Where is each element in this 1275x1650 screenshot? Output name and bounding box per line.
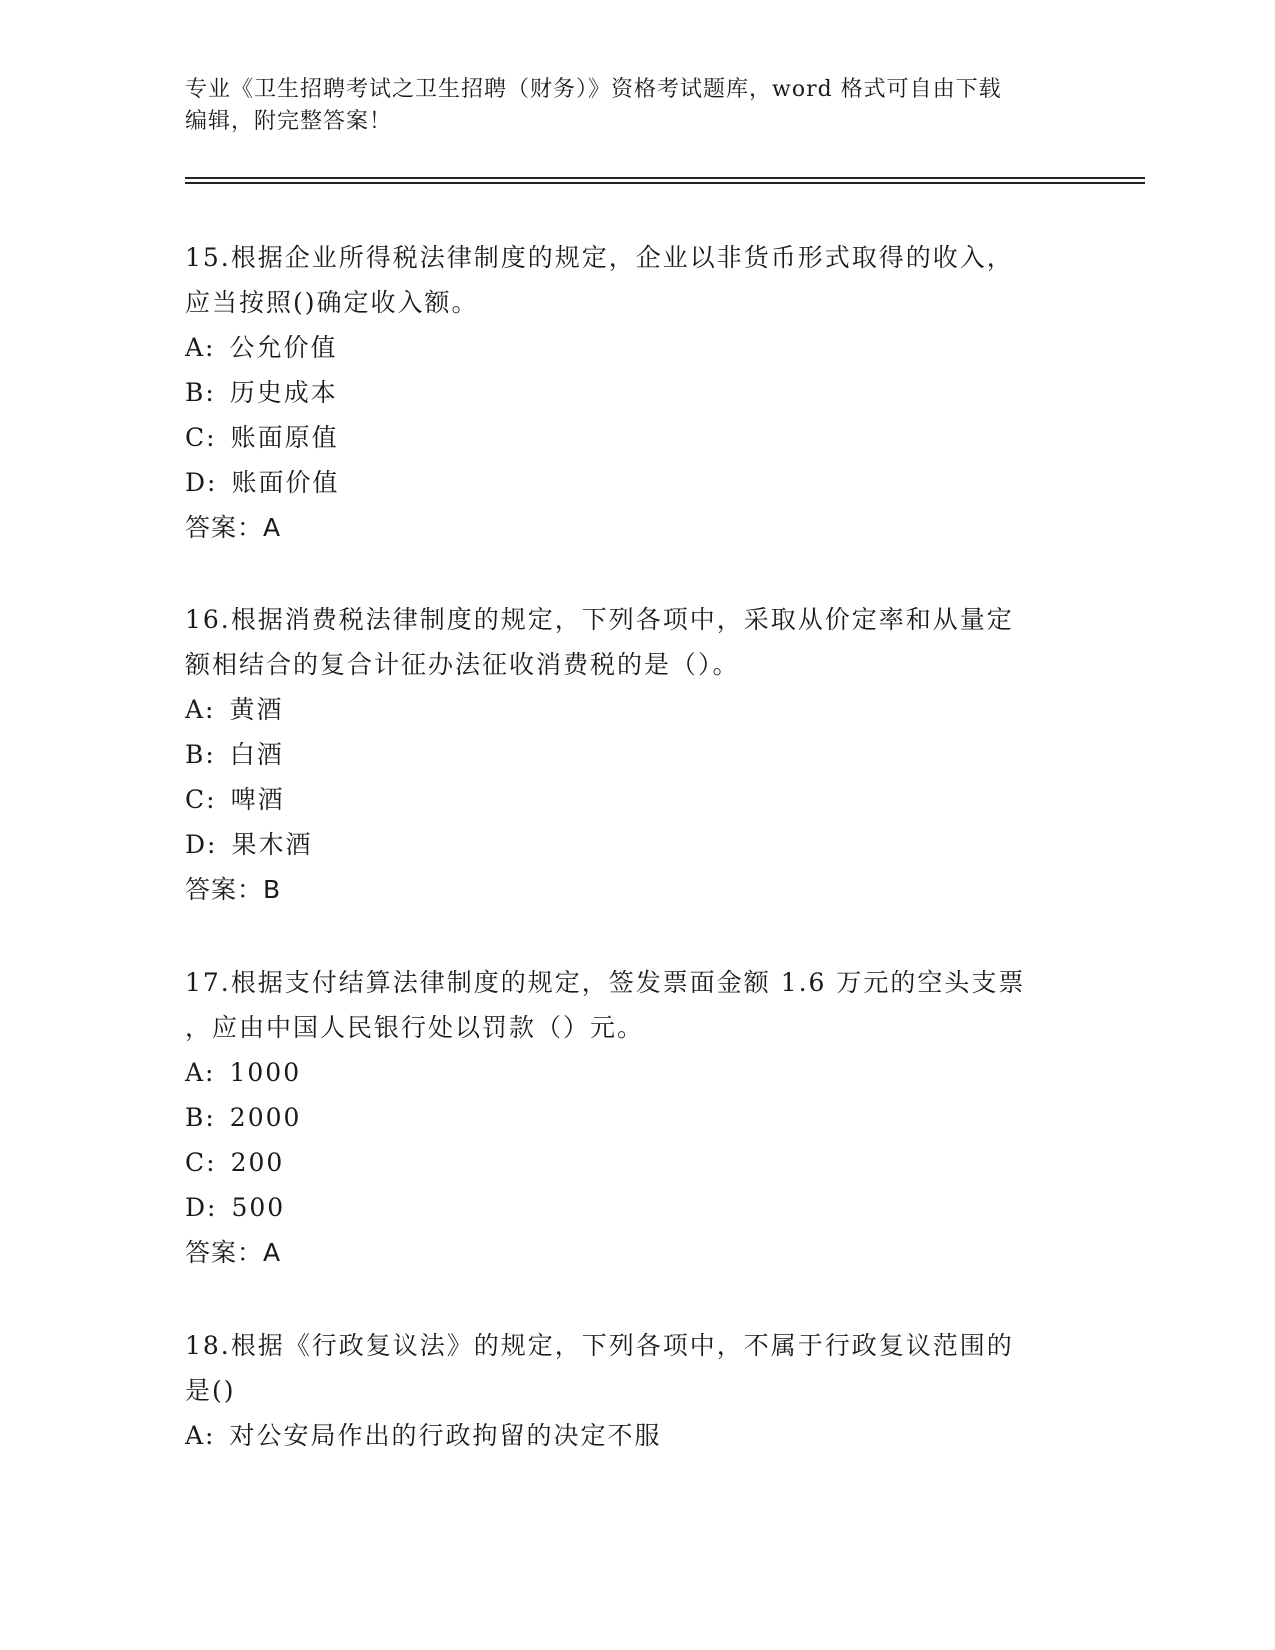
option-value: 500 xyxy=(231,1193,286,1222)
option-value: 账面原值 xyxy=(230,423,339,452)
question-text-line-2: 额相结合的复合计征办法征收消费税的是（）。 xyxy=(185,650,740,679)
option-value: 历史成本 xyxy=(229,378,338,407)
header-line-1: 专业《卫生招聘考试之卫生招聘（财务）》资格考试题库，word 格式可自由下载 xyxy=(185,77,1002,102)
option-value: 1000 xyxy=(229,1058,302,1087)
option-key: B: xyxy=(185,378,216,407)
option-value: 白酒 xyxy=(229,740,284,769)
option-b xyxy=(185,732,1065,777)
header-divider-top xyxy=(185,177,1145,179)
option-key: A: xyxy=(185,695,216,724)
question-text-line-1: 17.根据支付结算法律制度的规定，签发票面金额 1.6 万元的空头支票 xyxy=(185,968,1026,997)
option-d xyxy=(185,460,1065,505)
option-a xyxy=(185,1050,1065,1095)
option-a xyxy=(185,687,1065,732)
option-key: C: xyxy=(185,423,217,452)
option-key: D: xyxy=(185,468,218,497)
question-text-line-1: 18.根据《行政复议法》的规定，下列各项中，不属于行政复议范围的 xyxy=(185,1331,1014,1360)
question-18 xyxy=(185,1323,1065,1458)
option-value: 对公安局作出的行政拘留的决定不服 xyxy=(229,1421,662,1450)
answer-label: 答案：A xyxy=(185,513,282,542)
option-value: 公允价值 xyxy=(229,333,338,362)
option-key: A: xyxy=(185,333,216,362)
option-key: B: xyxy=(185,740,216,769)
question-text-line-1: 16.根据消费税法律制度的规定，下列各项中，采取从价定率和从量定 xyxy=(185,605,1014,634)
option-d xyxy=(185,1185,1065,1230)
option-key: A: xyxy=(185,1058,216,1087)
option-key: C: xyxy=(185,1148,217,1177)
option-key: B: xyxy=(185,1103,216,1132)
option-key: A: xyxy=(185,1421,216,1450)
option-c xyxy=(185,415,1065,460)
option-value: 账面价值 xyxy=(231,468,340,497)
question-16 xyxy=(185,597,1065,912)
option-value: 果木酒 xyxy=(231,830,313,859)
option-b xyxy=(185,370,1065,415)
option-d xyxy=(185,822,1065,867)
option-key: D: xyxy=(185,830,218,859)
question-15 xyxy=(185,235,1065,550)
header-line-2: 编辑，附完整答案！ xyxy=(185,109,393,134)
option-value: 200 xyxy=(230,1148,285,1177)
question-17 xyxy=(185,960,1065,1275)
option-key: D: xyxy=(185,1193,218,1222)
option-a xyxy=(185,325,1065,370)
question-text-line-2: 是() xyxy=(185,1376,236,1405)
option-b xyxy=(185,1095,1065,1140)
document-header xyxy=(185,74,1065,138)
option-key: C: xyxy=(185,785,217,814)
option-value: 啤酒 xyxy=(230,785,285,814)
header-divider-bottom xyxy=(185,182,1145,184)
question-text-line-1: 15.根据企业所得税法律制度的规定，企业以非货币形式取得的收入， xyxy=(185,243,1014,272)
answer-label: 答案：B xyxy=(185,875,282,904)
question-text-line-2: ，应由中国人民银行处以罚款（）元。 xyxy=(185,1013,645,1042)
option-c xyxy=(185,777,1065,822)
option-value: 2000 xyxy=(229,1103,302,1132)
option-a xyxy=(185,1413,1065,1458)
option-c xyxy=(185,1140,1065,1185)
question-text-line-2: 应当按照()确定收入额。 xyxy=(185,288,479,317)
answer-label: 答案：A xyxy=(185,1238,282,1267)
option-value: 黄酒 xyxy=(229,695,284,724)
